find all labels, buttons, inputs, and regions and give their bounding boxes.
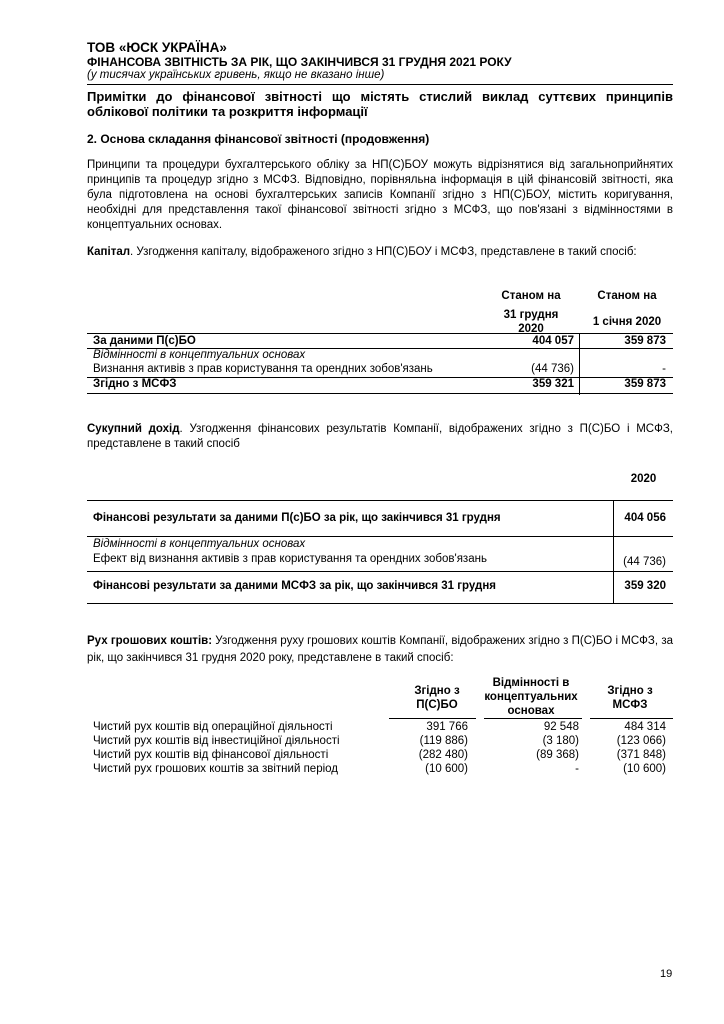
capital-row-label: Згідно з МСФЗ: [93, 378, 177, 390]
capital-col1-line1: Станом на: [501, 290, 561, 302]
income-row-rule: [87, 571, 673, 572]
capital-total-rule: [87, 393, 673, 394]
cashflow-col1-line2: П(С)БО: [416, 699, 458, 711]
cashflow-header-rule-2: [484, 718, 582, 719]
cashflow-row-v1: 391 766: [426, 721, 468, 733]
cashflow-row-v1: (119 886): [419, 735, 468, 747]
income-total-rule: [87, 603, 673, 604]
units-note: (у тисячах українських гривень, якщо не вказано інше): [87, 69, 385, 81]
capital-row-label: Визнання активів з прав користування та орендних зобов'язань: [93, 363, 433, 375]
cashflow-row-label: Чистий рух коштів від інвестиційної діяльності: [93, 735, 340, 747]
income-row-label: Фінансові результати за даними П(с)БО за рік, що закінчився 31 грудня: [93, 512, 501, 524]
cashflow-col2-line1: Відмінності в: [492, 677, 570, 689]
capital-row-v2: 359 873: [624, 378, 666, 390]
cashflow-row-v2: -: [575, 763, 579, 775]
cashflow-row-label: Чистий рух грошових коштів за звітний період: [93, 763, 338, 775]
income-lead-text: . Узгодження фінансових результатів Компанії, відображених згідно з П(С)БО і МСФЗ, представлене в такий спосіб: [87, 423, 673, 450]
report-title: ФІНАНСОВА ЗВІТНІСТЬ ЗА РІК, ЩО ЗАКІНЧИВСЯ 31 ГРУДНЯ 2021 РОКУ: [87, 55, 512, 69]
capital-col2-line2: 1 січня 2020: [592, 316, 662, 328]
cashflow-col2-line3: основах: [507, 705, 555, 717]
header-divider: [87, 84, 673, 85]
capital-row-v1: 359 321: [532, 378, 574, 390]
income-row-label: Фінансові результати за даними МСФЗ за рік, що закінчився 31 грудня: [93, 580, 496, 592]
cashflow-row-v2: 92 548: [543, 721, 579, 733]
capital-lead: [87, 245, 673, 260]
capital-header-rule: [87, 333, 673, 334]
capital-col2-header: [581, 289, 673, 329]
section-title: 2. Основа складання фінансової звітності (продовження): [87, 132, 430, 146]
company-name: ТОВ «ЮСК УКРАЇНА»: [87, 40, 227, 55]
income-row-value: 404 056: [624, 512, 666, 524]
cashflow-col3-header: [592, 684, 668, 712]
cashflow-row-v3: 484 314: [624, 721, 666, 733]
cashflow-col1-line1: Згідно з: [414, 685, 460, 697]
capital-col1-header: [485, 289, 577, 336]
cashflow-lead: [87, 633, 673, 667]
income-row-label: Відмінності в концептуальних основах: [93, 538, 306, 550]
income-year-header: 2020: [630, 473, 657, 485]
cashflow-col1-header: [392, 684, 482, 712]
cashflow-col3-line2: МСФЗ: [612, 699, 648, 711]
capital-row-v2: -: [662, 363, 666, 375]
notes-title-line2: облікової політики та розкриття інформації: [87, 104, 368, 119]
cashflow-row-v2: (3 180): [542, 735, 579, 747]
capital-row-label: Відмінності в концептуальних основах: [93, 349, 306, 361]
income-row-label: Ефект від визнання активів з прав користування та орендних зобов'язань: [93, 553, 487, 565]
income-lead-bold: Сукупний дохід: [87, 423, 180, 435]
capital-lead-text: . Узгодження капіталу, відображеного згідно з НП(С)БОУ і МСФЗ, представлене в такий спосіб:: [130, 246, 637, 258]
cashflow-row-label: Чистий рух коштів від фінансової діяльності: [93, 749, 329, 761]
notes-title-line1: Примітки до фінансової звітності що містять стислий виклад суттєвих принципів: [87, 89, 673, 104]
cashflow-header-rule-1: [389, 718, 476, 719]
capital-row-v1: (44 736): [531, 363, 574, 375]
cashflow-row-v3: (123 066): [616, 735, 666, 747]
cashflow-col2-line2: концептуальних: [484, 691, 578, 703]
cashflow-row-v3: (371 848): [616, 749, 666, 761]
cashflow-col3-line1: Згідно з: [607, 685, 653, 697]
capital-col2-line1: Станом на: [597, 290, 657, 302]
income-lead: [87, 422, 673, 452]
cashflow-row-label: Чистий рух коштів від операційної діяльності: [93, 721, 333, 733]
cashflow-lead-text: Узгодження руху грошових коштів Компанії, відображених згідно з П(С)БО і МСФЗ, за рік, що закінчився 31 грудня 2020 року, представлене в такий спосіб:: [87, 635, 673, 664]
capital-col1-line2: 31 грудня: [503, 309, 559, 321]
cashflow-lead-bold: Рух грошових коштів:: [87, 635, 213, 647]
cashflow-col2-header: [476, 676, 586, 718]
cashflow-row-v1: (10 600): [425, 763, 468, 775]
capital-col1-line3: 2020: [518, 323, 544, 335]
page-number: 19: [660, 968, 673, 980]
capital-row-label: За даними П(с)БО: [93, 335, 196, 347]
capital-lead-bold: Капітал: [87, 246, 131, 258]
capital-row-v1: 404 057: [532, 335, 574, 347]
income-row-rule: [87, 536, 673, 537]
cashflow-row-v3: (10 600): [623, 763, 666, 775]
intro-paragraph: Принципи та процедури бухгалтерського обліку за НП(С)БОУ можуть відрізнятися від загальноприйнятих принципів та процедур згідно з МСФЗ. Відповідно, порівняльна інформація в цій фінансовій звітності, яка була підготовлена на основі бухгалтерських записів Компанії згідно з НП(С)БОУ, містить коригування, необхідні для представлення такої фінансової звітності згідно з МСФЗ, що пов'язані з відмінностями в концептуальних основах.: [87, 159, 673, 231]
income-header-rule: [87, 500, 673, 501]
cashflow-row-v1: (282 480): [418, 749, 468, 761]
income-row-value: 359 320: [624, 580, 666, 592]
capital-row-v2: 359 873: [624, 335, 666, 347]
cashflow-header-rule-3: [590, 718, 673, 719]
cashflow-row-v2: (89 368): [536, 749, 579, 761]
income-row-value: (44 736): [623, 556, 666, 568]
